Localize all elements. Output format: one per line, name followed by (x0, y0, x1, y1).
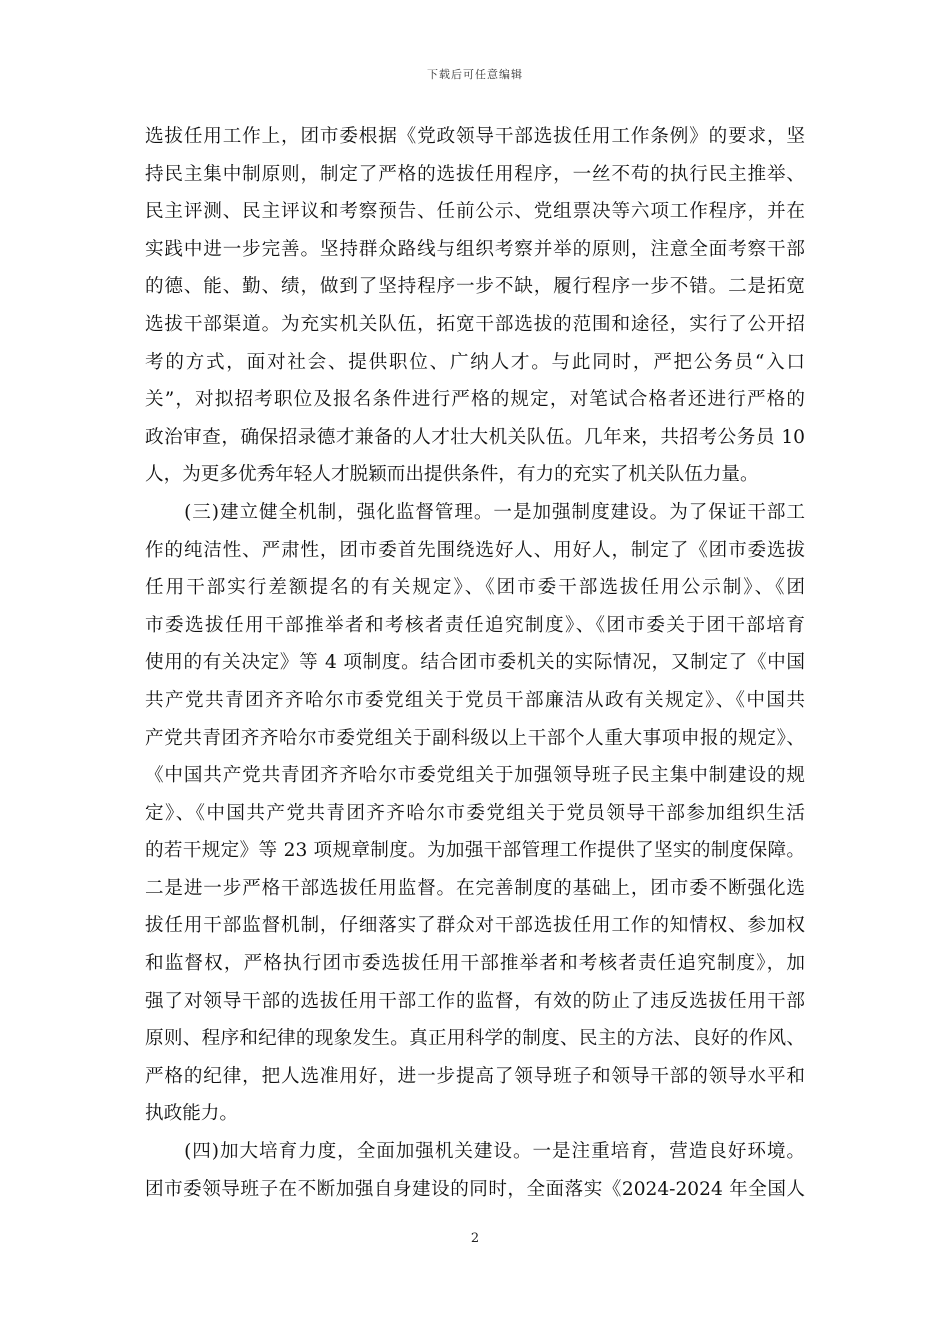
text-line: 关”，对拟招考职位及报名条件进行严格的规定，对笔试合格者还进行严格的 (145, 389, 805, 411)
text-line: 选拔任用工作上，团市委根据《党政领导干部选拔任用工作条例》的要求，坚 (145, 126, 805, 147)
page-number: 2 (470, 1231, 480, 1246)
text-line: 民主评测、民主评议和考察预告、任前公示、党组票决等六项工作程序，并在 (145, 201, 805, 223)
text-line: 定》、《中国共产党共青团齐齐哈尔市委党组关于党员领导干部参加组织生活 (145, 802, 805, 824)
text-line: 市委选拔任用干部推举者和考核者责任追究制度》、《团市委关于团干部培育 (145, 614, 805, 636)
text-line: 作的纯洁性、严肃性，团市委首先围绕选好人、用好人，制定了《团市委选拔 (145, 539, 805, 561)
text-line: 持民主集中制原则，制定了严格的选拔任用程序，一丝不苟的执行民主推举、 (145, 163, 805, 185)
paragraph-end-line: 执政能力。 (145, 1103, 238, 1125)
paragraph-end-line: 人，为更多优秀年轻人才脱颖而出提供条件，有力的充实了机关队伍力量。 (145, 464, 759, 486)
text-line: 强了对领导干部的选拔任用干部工作的监督，有效的防止了违反选拔任用干部 (145, 990, 805, 1012)
text-line: 使用的有关决定》等 4 项制度。结合团市委机关的实际情况，又制定了《中国 (145, 652, 805, 674)
text-line: 的若干规定》等 23 项规章制度。为加强干部管理工作提供了坚实的制度保障。 (145, 840, 805, 862)
page-header: 下载后可任意编辑 (427, 68, 523, 81)
text-line: 产党共青团齐齐哈尔市委党组关于副科级以上干部个人重大事项申报的规定》、 (145, 727, 805, 749)
document-body (145, 118, 805, 1208)
text-line: 二是进一步严格干部选拔任用监督。在完善制度的基础上，团市委不断强化选 (145, 877, 805, 899)
text-line: 《中国共产党共青团齐齐哈尔市委党组关于加强领导班子民主集中制建设的规 (145, 765, 805, 787)
text-line: 和监督权，严格执行团市委选拔任用干部推举者和考核者责任追究制度》，加 (145, 953, 805, 975)
text-line: (三)建立健全机制，强化监督管理。一是加强制度建设。为了保证干部工 (145, 501, 805, 523)
text-line: 严格的纪律，把人选准用好，进一步提高了领导班子和领导干部的领导水平和 (145, 1065, 805, 1087)
text-line: 实践中进一步完善。坚持群众路线与组织考察并举的原则，注意全面考察干部 (145, 238, 805, 260)
text-line: 考的方式，面对社会、提供职位、广纳人才。与此同时，严把公务员“入口 (145, 351, 805, 373)
text-line: 原则、程序和纪律的现象发生。真正用科学的制度、民主的方法、良好的作风、 (145, 1028, 805, 1050)
text-line: 拔任用干部监督机制，仔细落实了群众对干部选拔任用工作的知情权、参加权 (145, 915, 805, 937)
text-line: 选拔干部渠道。为充实机关队伍，拓宽干部选拔的范围和途径，实行了公开招 (145, 313, 805, 335)
text-line: (四)加大培育力度，全面加强机关建设。一是注重培育，营造良好环境。 (145, 1141, 805, 1163)
text-line: 共产党共青团齐齐哈尔市委党组关于党员干部廉洁从政有关规定》、《中国共 (145, 689, 805, 711)
text-line: 政治审查，确保招录德才兼备的人才壮大机关队伍。几年来，共招考公务员 10 (145, 426, 805, 448)
text-line: 任用干部实行差额提名的有关规定》、《团市委干部选拔任用公示制》、《团 (145, 577, 805, 599)
text-line: 团市委领导班子在不断加强自身建设的同时，全面落实《2024-2024 年全国人 (145, 1178, 805, 1200)
text-line: 的德、能、勤、绩，做到了坚持程序一步不缺，履行程序一步不错。二是拓宽 (145, 276, 805, 298)
